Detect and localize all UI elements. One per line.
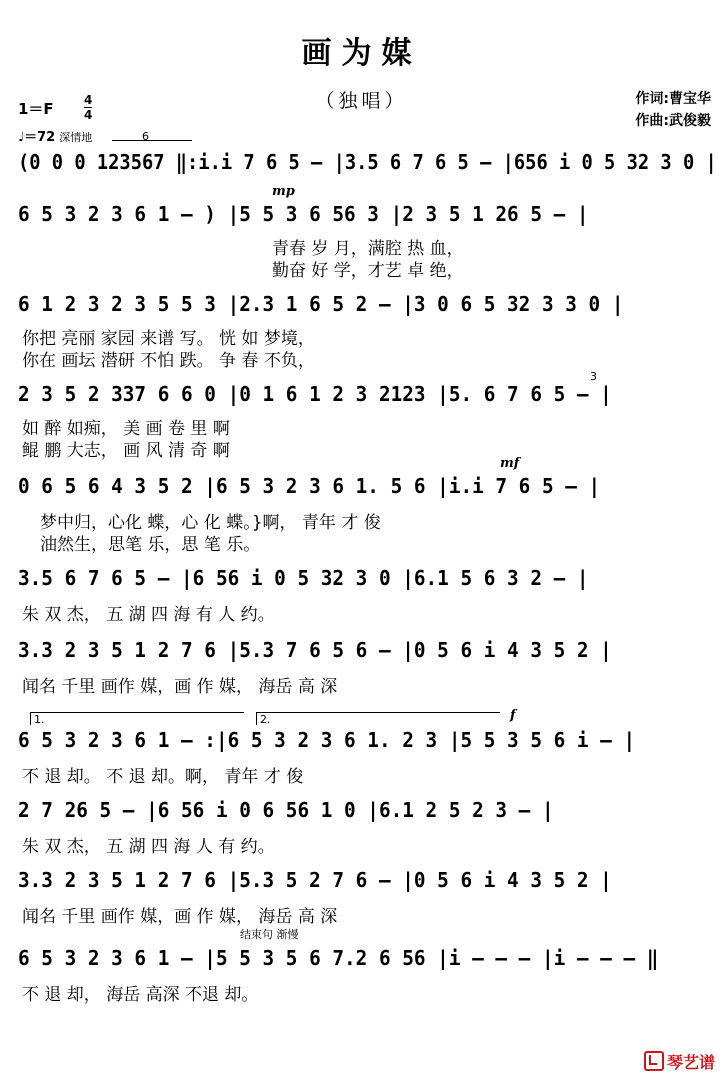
score-row-5-lyrics-2: 油然生，思笔 乐，思 笔 乐。 <box>40 535 261 555</box>
score-row-4-notes: 2 3 5 2 337 6 6 0 |0 1 6 1 2 3 2123 |5. 6 7 6 5 – | <box>18 382 612 406</box>
score-row-3-lyrics-2: 你在 画坛 潜研 不怕 跌。 争 春 不负， <box>22 351 315 371</box>
ending-instruction: 结束句 渐慢 <box>240 928 299 941</box>
tuplet-bracket <box>112 140 192 141</box>
score-row-4-lyrics-1: 如 醉 如痴， 美 画 卷 里 啊 <box>22 419 230 439</box>
score-row-10-lyrics-1: 闻名 千里 画作 媒，画 作 媒， 海岳 高 深 <box>22 907 338 927</box>
time-signature <box>84 94 92 121</box>
score-row-2-lyrics-1: 青春 岁 月，满腔 热 血， <box>272 239 464 259</box>
time-signature-top: 4 <box>84 93 93 107</box>
site-logo <box>644 1050 715 1073</box>
song-subtitle: （独唱） <box>315 90 408 112</box>
credits <box>635 88 711 132</box>
lyricist-credit: 作词:曹宝华 <box>635 91 711 107</box>
score-row-7-notes: 3.3 2 3 5 1 2 7 6 |5.3 7 6 5 6 – |0 5 6 i 4 3 5 2 | <box>18 638 612 662</box>
second-ending-label: 2. <box>260 713 271 726</box>
dynamic-mf: mf <box>500 456 520 471</box>
score-row-1-notes: (0 0 0 123567 ‖:i.i 7 6 5 – |3.5 6 7 6 5 – |656 i 0 5 32 3 0 | <box>18 150 717 174</box>
key-signature: 1＝F <box>18 100 54 118</box>
score-row-5-notes: 0 6 5 6 4 3 5 2 |6 5 3 2 3 6 1. 5 6 |i.i 7 6 5 – | <box>18 474 601 498</box>
score-row-5-lyrics-1: 梦中归，心化 蝶，心 化 蝶。}啊， 青年 才 俊 <box>40 513 381 533</box>
score-row-2-lyrics-2: 勤奋 好 学，才艺 卓 绝， <box>272 261 464 281</box>
dynamic-f: f <box>510 708 516 723</box>
score-row-8-notes: 6 5 3 2 3 6 1 – :|6 5 3 2 3 6 1. 2 3 |5 5 3 5 6 i – | <box>18 728 636 752</box>
score-row-11-notes: 6 5 3 2 3 6 1 – |5 5 3 5 6 7.2 6 56 |i – – – |i – – – ‖ <box>18 946 659 970</box>
first-ending-label: 1. <box>34 713 45 726</box>
score-row-8-lyrics-1: 不 退 却。 不 退 却。啊， 青年 才 俊 <box>22 767 304 787</box>
logo-text: 琴艺谱 <box>666 1053 715 1072</box>
tuplet-mark: 6 <box>142 130 149 143</box>
score-row-9-notes: 2 7 26 5 – |6 56 i 0 6 56 1 0 |6.1 2 5 2 3 – | <box>18 798 554 822</box>
score-row-11-lyrics-1: 不 退 却， 海岳 高深 不退 却。 <box>22 985 259 1005</box>
tempo-value: ♩＝72 <box>18 130 56 145</box>
score-row-2-notes: 6 5 3 2 3 6 1 – ) |5 5 3 6 56 3 |2 3 5 1 26 5 – | <box>18 202 589 226</box>
score-row-4-lyrics-2: 鲲 鹏 大志， 画 风 清 奇 啊 <box>22 441 230 461</box>
score-row-6-lyrics-1: 朱 双 杰， 五 湖 四 海 有 人 约。 <box>22 605 275 625</box>
composer-credit: 作曲:武俊毅 <box>635 113 711 129</box>
score-row-7-lyrics-1: 闻名 千里 画作 媒，画 作 媒， 海岳 高 深 <box>22 677 338 697</box>
first-ending-bracket <box>30 712 244 725</box>
logo-icon <box>644 1051 664 1071</box>
dynamic-mp: mp <box>272 184 295 199</box>
score-row-9-lyrics-1: 朱 双 杰， 五 湖 四 海 人 有 约。 <box>22 837 275 857</box>
time-signature-bottom: 4 <box>84 108 93 122</box>
score-row-3-lyrics-1: 你把 亮丽 家园 来谱 写。 恍 如 梦境， <box>22 329 315 349</box>
song-title: 画为媒 <box>301 36 422 71</box>
triplet-mark: 3 <box>590 370 597 383</box>
score-row-10-notes: 3.3 2 3 5 1 2 7 6 |5.3 5 2 7 6 – |0 5 6 i 4 3 5 2 | <box>18 868 612 892</box>
expression-marking: 深情地 <box>59 131 93 144</box>
tempo-marking <box>18 126 92 145</box>
score-row-6-notes: 3.5 6 7 6 5 – |6 56 i 0 5 32 3 0 |6.1 5 6 3 2 – | <box>18 566 589 590</box>
second-ending-bracket <box>256 712 500 725</box>
score-row-3-notes: 6 1 2 3 2 3 5 5 3 |2.3 1 6 5 2 – |3 0 6 5 32 3 3 0 | <box>18 292 624 316</box>
